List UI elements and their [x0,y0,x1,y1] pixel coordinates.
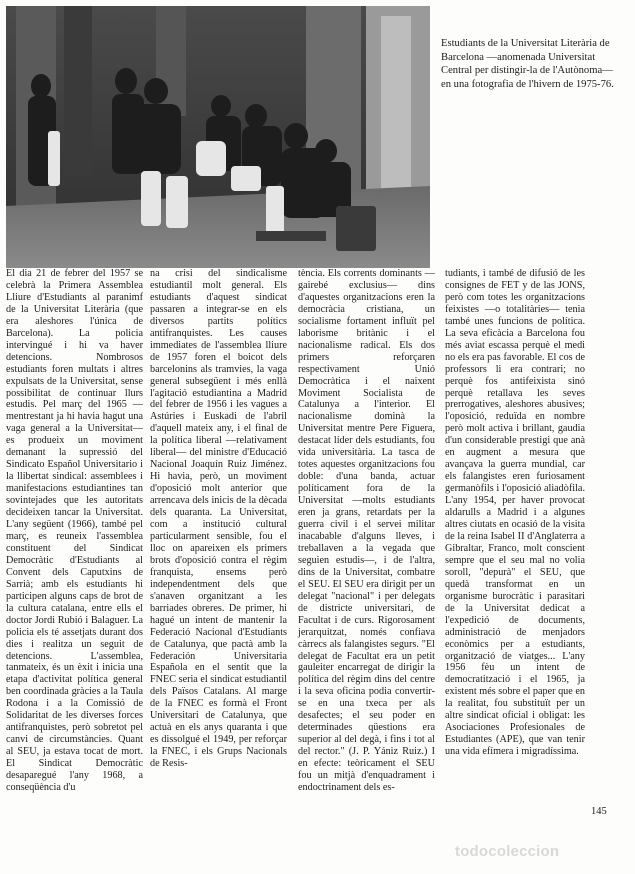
historical-photograph [6,6,430,268]
column-3-text: tència. Els corrents dominants —gairebé exclusius— dins d'aquestes organitzacions eren la democràcia cristiana, un socialisme fortament influït pel laborisme britànic i el nacionalisme radical. Els dos primers reforçaren respectivament Unió Democràtica i el naixent Moviment Socialista de Catalunya a l'interior. El nacionalisme dominà la Universitat mentre Pere Figuera, destacat líder dels estudiants, fou vida universitària. La tasca de totes aquestes organitzacions fou doble: d'una banda, actuar políticament fora de la Universitat —molts estudiants eren ja grans, retardats per la guerra civil i el servei militar inacabable d'alguns lleves, i treballaven a la vegada que seguien estudis—, i de l'altra, dins de la Universitat, combatre el SEU. El SEU era dirigit per un delegat "nacional" i per delegats de districte universitari, de Facultat i de curs. Rigorosament jerarquitzat, només confiava càrrecs als falangistes segurs. "El delegat de Facultat era un petit gauleiter encarregat de dirigir la política del règim dins del centre i la seva oficina podia convertir-se en una txeca per als desafectes; el seu poder en determinades qüestions era superior al del degà, i fins i tot al del rector." (J. P. Yániz Ruiz.) I en efecte: teòricament el SEU fou un mitjà d'enquadrament i endoctrinament dels es- [298,268,435,793]
column-2-text: na crisi del sindicalisme estudiantil molt general. Els estudiants d'aquest sindicat passaren a integrar-se en els diversos partits polítics antifranquistes. Les causes immediates de l'assemblea lliure de 1957 foren el boicot dels barcelonins als tramvies, la vaga general subsegüent i més enllà l'agitació estudiantina a Madrid del febrer de 1956 i les vagues a Astúries i Euskadi de l'abril d'aquell mateix any, i el final de la política liberal —relativament liberal— del ministre d'Educació Nacional Joaquín Ruiz Jiménez. Hi havia, però, un moviment d'oposició molt anterior que arrencava dels inicis de la dècada dels quaranta. La Universitat, com a institució cultural particularment sensible, fou el lloc on apareixen els primers brots d'oposició contra el règim franquista, ensems però independentment dels que s'anaven organitzant a les barriades obreres. De primer, hi hagué un intent de mantenir la Federació Nacional d'Estudiants de Catalunya, que pactà amb la Federación Universitaria Española en el sentit que la FNEC seria el sindicat estudiantil dels Països Catalans. Al marge de la FNEC es formà el Front Universitari de Catalunya, que actuà en els anys quaranta i que es dissolgué el 1949, per reforçar la FNEC, i els Grups Nacionals de Resis- [150,268,287,770]
watermark-logo: todocoleccion [455,843,560,860]
text-column-3 [298,268,435,794]
students-photo [6,6,430,268]
photo-caption: Estudiants de la Universitat Literària de Barcelona —anomenada Universitat Central per distingir-la de l'Autònoma— en una fotografia de l'hivern de 1975-76. [441,38,614,90]
text-column-4 [445,268,585,758]
column-1-text: El dia 21 de febrer del 1957 se celebrà la Primera Assemblea Lliure d'Estudiants al paranimf de la Universitat Literària (que era aleshores l'única de Barcelona). La policia intervingué i hi va haver detencions. Nombrosos estudiants foren multats i altres expulsats de la Universitat, sense possibilitat de continuar llurs estudis. Pel març del 1965 —mentrestant ja hi havia hagut una vaga general a la Universitat— es produeix un moviment demanant la supressió del Sindicato Español Universitario i la llibertat sindical: assemblees i manifestacions estudiantines tan sovintejades que les autoritats decideixen tancar la Universitat. L'any següent (1966), també pel març, es reuneix l'assemblea constituent del Sindicat Democràtic d'Estudiants al Convent dels Caputxins de Sarrià; amb els estudiants hi participen alguns caps de brot de la cultura catalana, entre ells el doctor Jordi Rubió i Balaguer. La policia els té assetjats durant dos dies i realitza un seguit de detencions. L'assemblea, tanmateix, és un èxit i inicia una etapa d'activitat política general ben coordinada gràcies a la Taula Rodona i a la Comissió de Solidaritat de les diverses forces antifranquistes, però sobretot pel canvi de circumstàncies. Quant al SEU, ja estava tocat de mort. El Sindicat Democràtic desaparegué l'any 1968, a conseqüència d'u [6,268,143,793]
text-column-1 [6,268,143,794]
text-column-2 [150,268,287,770]
column-4-text: tudiants, i també de difusió de les consignes de FET y de las JONS, però com totes les organitzacions feixistes —o totalitàries— tenia també unes funcions de política. La seva eficàcia a Barcelona fou més aviat escassa perquè el medi no els era pas favorable. El cos de professors li era contrari; no perquè fos antifeixista sinó perquè retallava les seves prerrogatives, aleshores abusives; l'oposició, reduïda en nombre però molt activa i brillant, gaudia d'un considerable prestigi que anà en augment a mesura que avançava la guerra mundial, car els falangistes eren furiosament germanòfils i l'oposició aliadòfila. L'any 1954, per haver provocat aldarulls a Madrid i a algunes altres ciutats en ocasió de la visita de la reina Isabel II d'Anglaterra a Gibraltar, Franco, molt conscient sempre que el seu mal no volia soroll, "depurà" el SEU, que quedà transformat en un organisme burocràtic i parasitari de la Universitat dedicat a l'expedició de documents, administració de menjadors econòmics per a estudiants, organització de viatges... L'any 1956 fèu un intent de democratització i el 1965, ja existent més sobre el paper que en la realitat, fou substituït per un altre sindicat oficial i obligat: les Asociaciones Profesionales de Estudiantes (APE), que van tenir una vida efímera i migradíssima. [445,268,585,758]
page-number: 145 [591,806,607,817]
